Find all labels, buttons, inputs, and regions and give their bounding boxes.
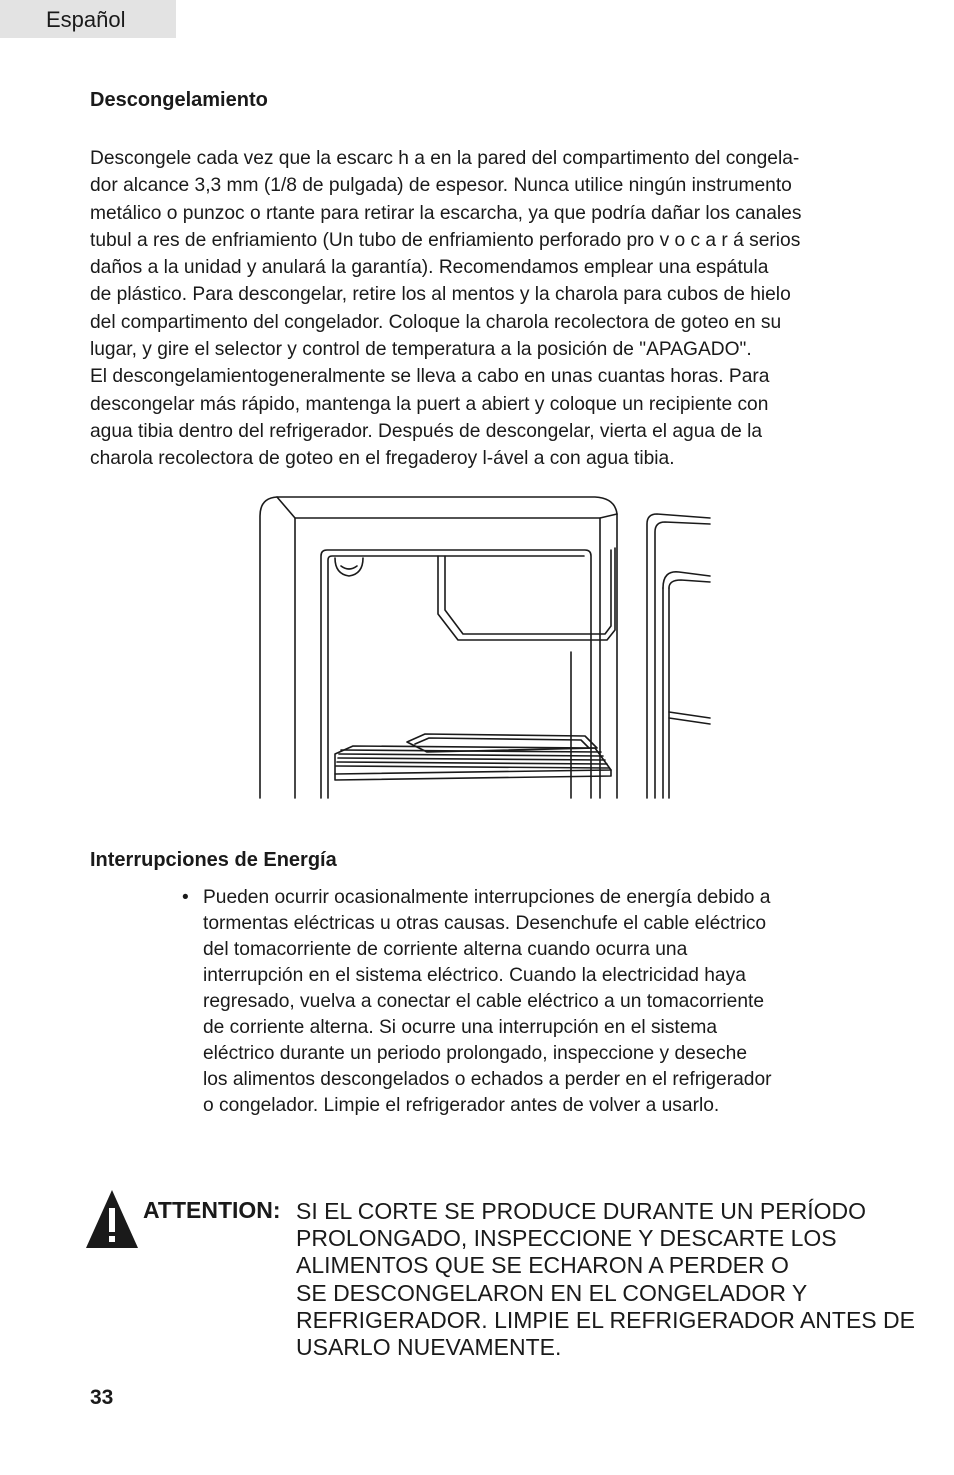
warning-triangle-icon xyxy=(86,1190,138,1248)
defrost-line: descongelar más rápido, mantenga la puert a abiert y coloque un recipiente con xyxy=(90,393,769,415)
defrost-line: metálico o punzoc o rtante para retirar la escarcha, ya que podría dañar los canales xyxy=(90,202,802,224)
defrost-line: lugar, y gire el selector y control de temperatura a la posición de "APAGADO". xyxy=(90,339,752,361)
language-tab: Español xyxy=(0,0,176,38)
defrost-line: tubul a res de enfriamiento (Un tubo de enfriamiento perforado pro v o c a r á serios xyxy=(90,229,801,251)
attention-line: SE DESCONGELARON EN EL CONGELADOR Y xyxy=(296,1279,808,1306)
attention-line: USARLO NUEVAMENTE. xyxy=(296,1334,562,1361)
defrost-line: agua tibia dentro del refrigerador. Después de descongelar, vierta el agua de la xyxy=(90,420,763,442)
power-line: los alimentos descongelados o echados a perder en el refrigerador xyxy=(203,1069,772,1090)
page-number: 33 xyxy=(90,1386,114,1409)
power-line: o congelador. Limpie el refrigerador antes de volver a usarlo. xyxy=(203,1095,720,1116)
fridge-interior-illustration xyxy=(255,492,715,802)
defrost-line: Descongele cada vez que la escarc h a en la pared del compartimento del congela- xyxy=(90,148,800,169)
defrost-line: daños a la unidad y anulará la garantía). Recomendamos emplear una espátula xyxy=(90,257,769,279)
attention-line: REFRIGERADOR. LIMPIE EL REFRIGERADOR ANTES DE xyxy=(296,1306,915,1333)
defrost-line: dor alcance 3,3 mm (1/8 de pulgada) de espesor. Nunca utilice ningún instrumento xyxy=(90,175,792,197)
attention-label: ATTENTION: xyxy=(143,1197,281,1223)
defrost-line: charola recolectora de goteo en el fregaderoy l-ável a con agua tibia. xyxy=(90,448,675,470)
attention-line: ALIMENTOS QUE SE ECHARON A PERDER O xyxy=(296,1252,789,1279)
power-line: Pueden ocurrir ocasionalmente interrupciones de energía debido a xyxy=(203,887,771,908)
power-line: de corriente alterna. Si ocurre una interrupción en el sistema xyxy=(203,1017,718,1038)
power-line: del tomacorriente de corriente alterna cuando ocurra una xyxy=(203,939,688,960)
defrost-heading: Descongelamiento xyxy=(90,89,268,111)
defrost-line: de plástico. Para descongelar, retire los al mentos y la charola para cubos de hielo xyxy=(90,284,791,306)
attention-text xyxy=(296,1198,915,1361)
power-bullet-item xyxy=(182,885,862,1119)
power-interruptions-heading: Interrupciones de Energía xyxy=(90,849,337,871)
attention-line: SI EL CORTE SE PRODUCE DURANTE UN PERÍODO xyxy=(296,1198,866,1224)
defrost-line: del compartimento del congelador. Coloque la charola recolectora de goteo en su xyxy=(90,311,782,333)
attention-line: PROLONGADO, INSPECCIONE Y DESCARTE LOS xyxy=(296,1225,837,1252)
power-line: tormentas eléctricas u otras causas. Desenchufe el cable eléctrico xyxy=(203,913,767,934)
bullet-icon: • xyxy=(182,887,189,908)
power-line: interrupción en el sistema eléctrico. Cuando la electricidad haya xyxy=(203,965,746,986)
power-line: eléctrico durante un periodo prolongado, inspeccione y deseche xyxy=(203,1043,748,1064)
defrost-line: El descongelamientogeneralmente se lleva a cabo en unas cuantas horas. Para xyxy=(90,366,770,388)
power-line: regresado, vuelva a conectar el cable eléctrico a un tomacorriente xyxy=(203,991,765,1012)
defrost-paragraph xyxy=(90,145,880,473)
